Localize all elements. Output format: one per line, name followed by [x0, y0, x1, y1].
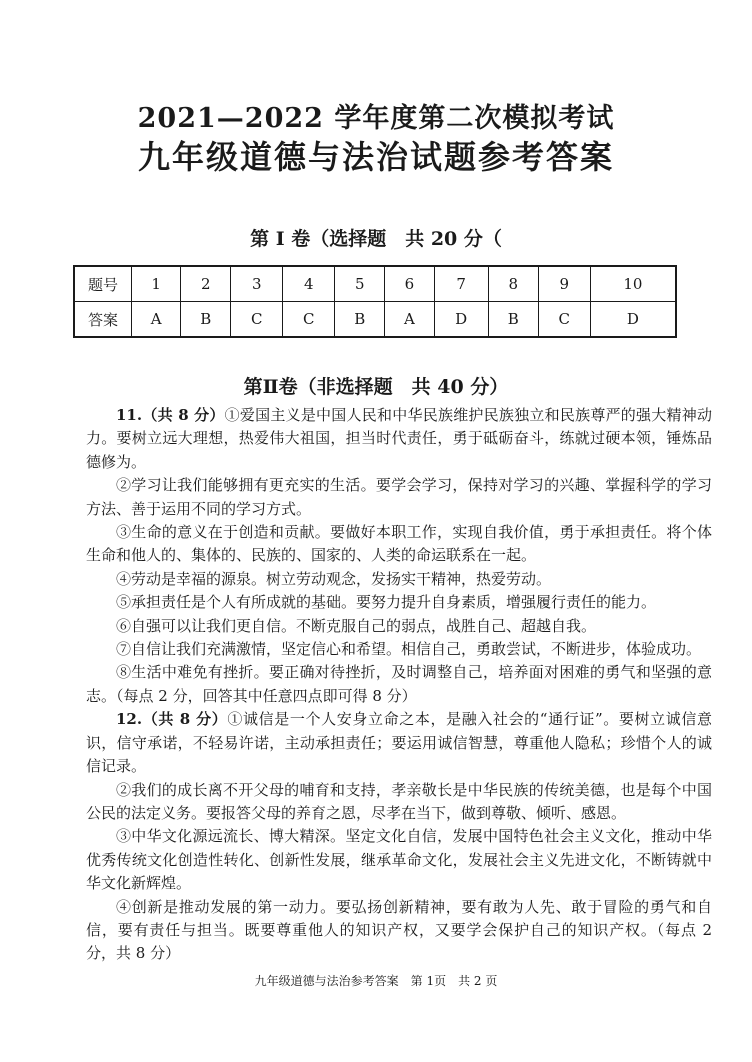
answer-cell: C: [231, 302, 283, 338]
question-number-cell: 8: [488, 266, 538, 302]
question-number-cell: 4: [283, 266, 335, 302]
q11-point-3: ③生命的意义在于创造和贡献。要做好本职工作，实现自我价值，勇于承担责任。将个体生命和他人的、集体的、民族的、国家的、人类的命运联系在一起。: [86, 523, 712, 565]
answer-cell: C: [538, 302, 590, 338]
q11-point-7: ⑦自信让我们充满激情，坚定信心和希望。相信自己，勇敢尝试，不断进步，体验成功。: [116, 640, 702, 659]
answer-cell: D: [434, 302, 488, 338]
answer-row: [74, 302, 676, 338]
answer-cell: C: [283, 302, 335, 338]
part1-heading: 第 I 卷（选择题 共 20 分（: [250, 228, 502, 250]
question-number-cell: 2: [181, 266, 231, 302]
row-label-question-number: 题号: [74, 266, 132, 302]
answer-cell: A: [132, 302, 181, 338]
q12-label: 12.（共 8 分）: [116, 710, 228, 729]
answer-cell: A: [385, 302, 434, 338]
question-number-row: [74, 266, 676, 302]
q11-point-4: ④劳动是幸福的源泉。树立劳动观念，发扬实干精神，热爱劳动。: [116, 569, 552, 588]
q12-point-1: ①诚信是一个人安身立命之本，是融入社会的“通行证”。要树立诚信意识，信守承诺，不轻易许诺，主动承担责任；要运用诚信智慧，尊重他人隐私；珍惜个人的诚信记录。: [86, 710, 712, 776]
exam-subtitle: 九年级道德与法治试题参考答案: [137, 138, 614, 176]
question-number-cell: 5: [335, 266, 385, 302]
q11-point-5: ⑤承担责任是个人有所成就的基础。要努力提升自身素质，增强履行责任的能力。: [116, 593, 657, 612]
q11-point-1: ①爱国主义是中国人民和中华民族维护民族独立和民族尊严的强大精神动力。要树立远大理想，热爱伟大祖国，担当时代责任，勇于砥砺奋斗，练就过硬本领，锤炼品德修为。: [86, 406, 712, 471]
q11-label: 11.（共 8 分）: [116, 406, 225, 424]
question-number-cell: 9: [538, 266, 590, 302]
answer-cell: B: [488, 302, 538, 338]
q12-point-4: ④创新是推动发展的第一动力。要弘扬创新精神，要有敢为人先、敢于冒险的勇气和自信，要有责任与担当。既要尊重他人的知识产权，又要学会保护自己的知识产权。（每点 2 分，共 8 分）: [86, 897, 712, 963]
part2-answers: [86, 404, 712, 966]
question-number-cell: 10: [590, 266, 676, 302]
q12-paragraph: [86, 708, 712, 778]
q11-point-2: ②学习让我们能够拥有更充实的生活。要学会学习，保持对学习的兴趣、掌握科学的学习方法、善于运用不同的学习方式。: [86, 476, 712, 518]
row-label-answer: 答案: [74, 302, 132, 338]
answer-cell: B: [181, 302, 231, 338]
q12-point-2: ②我们的成长离不开父母的哺育和支持，孝亲敬长是中华民族的传统美德，也是每个中国公民的法定义务。要报答父母的养育之恩，尽孝在当下，做到尊敬、倾听、感恩。: [86, 780, 712, 822]
part2-heading: 第Ⅱ卷（非选择题 共 40 分）: [243, 376, 509, 398]
question-number-cell: 3: [231, 266, 283, 302]
question-number-cell: 6: [385, 266, 434, 302]
exam-title: 2021—2022 学年度第二次模拟考试: [137, 103, 615, 134]
question-number-cell: 7: [434, 266, 488, 302]
question-number-cell: 1: [132, 266, 181, 302]
answer-cell: B: [335, 302, 385, 338]
answer-key-table: [73, 265, 677, 338]
q11-paragraph: [86, 404, 712, 474]
q11-point-8: ⑧生活中难免有挫折。要正确对待挫折，及时调整自己，培养面对困难的勇气和坚强的意志。（每点 2 分，回答其中任意四点即可得 8 分）: [86, 663, 712, 705]
q11-point-6: ⑥自强可以让我们更自信。不断克服自己的弱点，战胜自己、超越自我。: [116, 616, 597, 635]
q12-point-3: ③中华文化源远流长、博大精深。坚定文化自信，发展中国特色社会主义文化，推动中华优秀传统文化创造性转化、创新性发展，继承革命文化，发展社会主义先进文化，不断铸就中华文化新辉煌。: [86, 827, 712, 893]
page-footer: 九年级道德与法治参考答案 第 1页 共 2 页: [254, 974, 498, 988]
answer-cell: D: [590, 302, 676, 338]
